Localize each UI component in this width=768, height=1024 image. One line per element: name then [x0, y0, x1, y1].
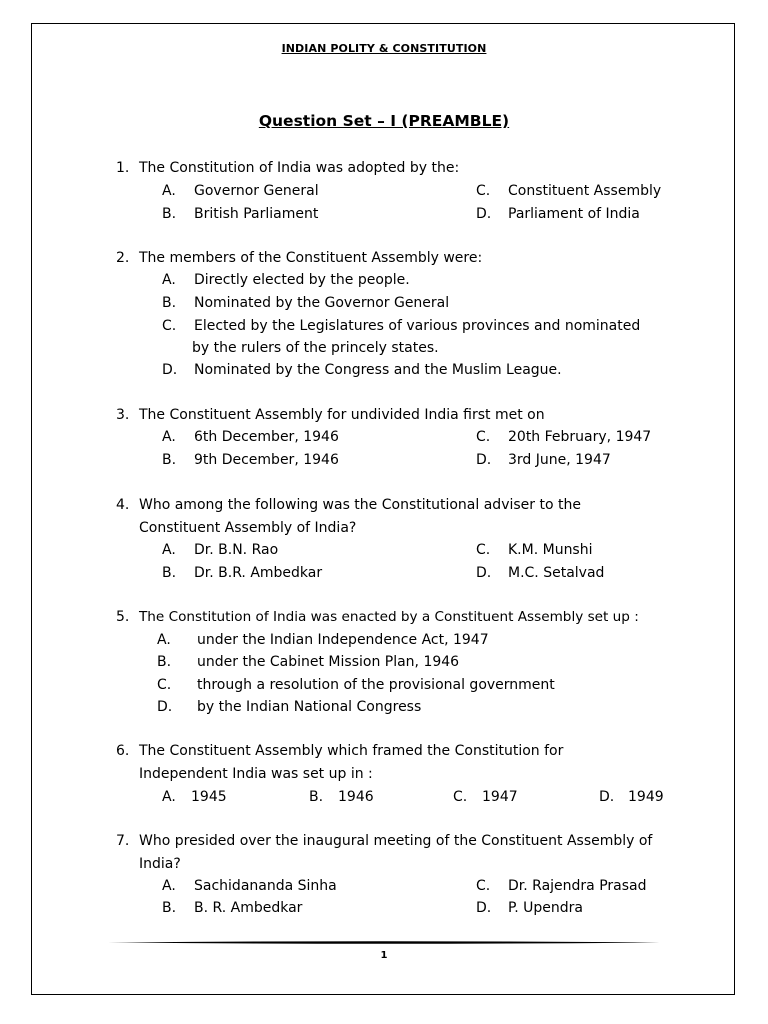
question-5 — [116, 606, 686, 629]
option-c-continuation: by the rulers of the princely states. — [192, 340, 439, 356]
document-header: INDIAN POLITY & CONSTITUTION — [281, 42, 487, 55]
question-number: 2. — [116, 250, 130, 266]
question-1 — [116, 157, 686, 180]
question-stem: Who among the following was the Constitutional adviser to the Constituent Assembly of India? — [139, 497, 581, 536]
question-7 — [116, 830, 686, 876]
page-number: 1 — [380, 950, 388, 961]
question-number: 1. — [116, 160, 130, 176]
question-number: 3. — [116, 407, 130, 423]
question-stem: The Constitution of India was enacted by a Constituent Assembly set up : — [139, 609, 639, 625]
question-stem: The Constituent Assembly which framed the Constitution for Independent India was set up in : — [139, 743, 564, 782]
question-stem: The Constitution of India was adopted by the: — [139, 160, 460, 176]
question-stem: Who presided over the inaugural meeting of the Constituent Assembly of India? — [139, 833, 653, 872]
question-6 — [116, 740, 686, 786]
footer-divider — [108, 941, 660, 944]
question-number: 5. — [116, 609, 130, 625]
question-number: 7. — [116, 833, 130, 849]
question-4 — [116, 494, 686, 540]
question-number: 6. — [116, 743, 130, 759]
question-stem: The members of the Constituent Assembly were: — [139, 250, 483, 266]
question-stem: The Constituent Assembly for undivided India first met on — [139, 407, 545, 423]
question-3 — [116, 404, 686, 427]
question-number: 4. — [116, 497, 130, 513]
question-set-title: Question Set – I (PREAMBLE) — [258, 112, 510, 130]
question-2 — [116, 247, 686, 270]
